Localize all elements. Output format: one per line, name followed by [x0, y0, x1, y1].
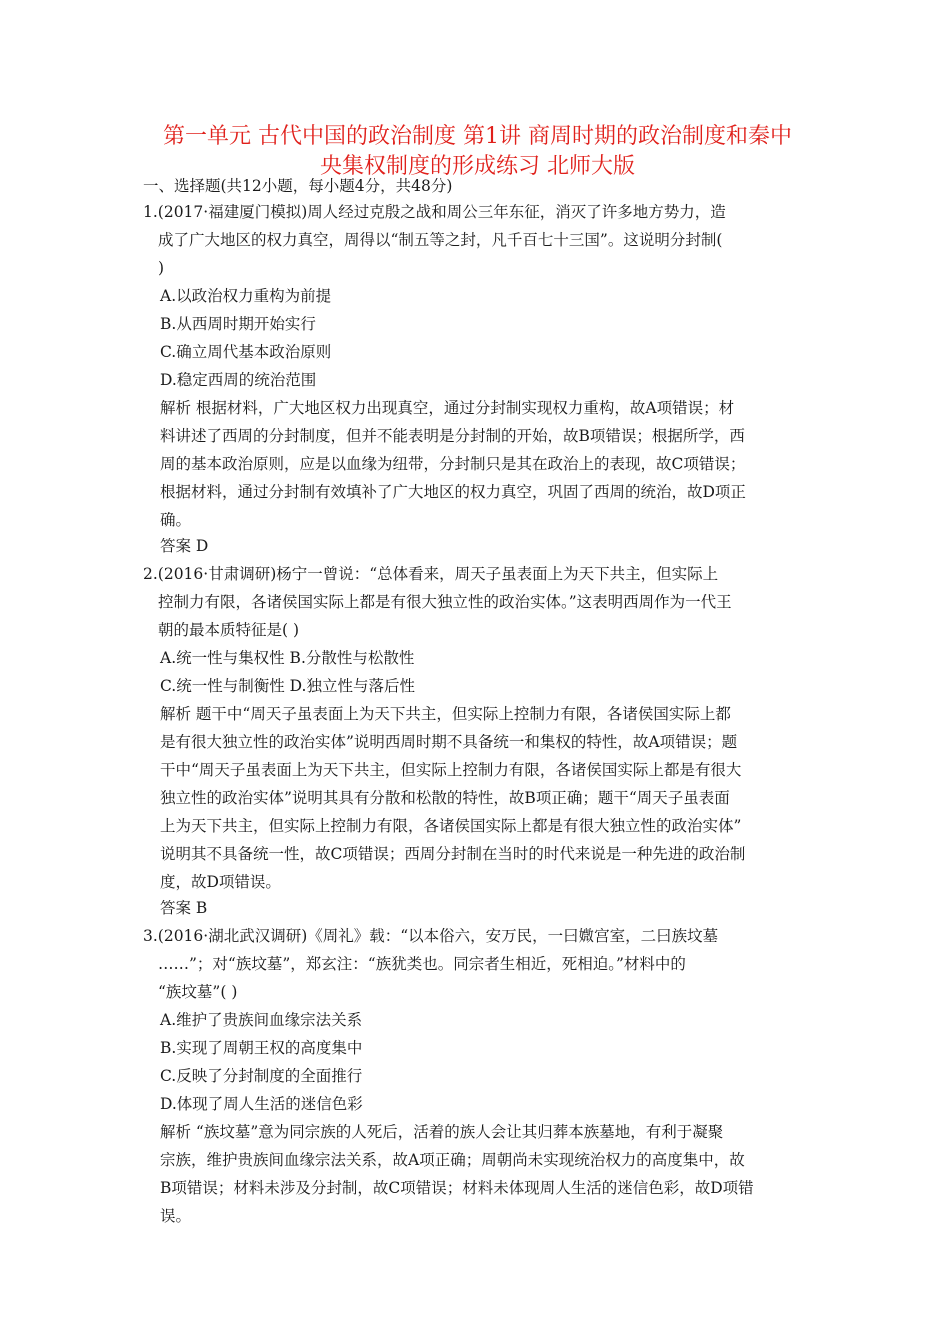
- q2-analysis-line-5: 上为天下共主，但实际上控制力有限，各诸侯国实际上都是有很大独立性的政治实体”: [160, 817, 742, 835]
- q3-option-d: D.体现了周人生活的迷信色彩: [160, 1095, 363, 1113]
- q3-option-b: B.实现了周朝王权的高度集中: [160, 1039, 363, 1057]
- q2-analysis-line-4: 独立性的政治实体”说明其具有分散和松散的特性，故B项正确；题干“周天子虽表面: [160, 789, 730, 807]
- q2-analysis-line-1: 解析 题干中“周天子虽表面上为天下共主，但实际上控制力有限，各诸侯国实际上都: [160, 705, 731, 723]
- q1-stem-line-1: 1.(2017·福建厦门模拟)周人经过克殷之战和周公三年东征，消灭了许多地方势力，造: [143, 203, 726, 221]
- q3-option-c: C.反映了分封制度的全面推行: [160, 1067, 363, 1085]
- q1-option-a: A.以政治权力重构为前提: [160, 287, 332, 305]
- q1-stem-line-2: 成了广大地区的权力真空，周得以“制五等之封，凡千百七十三国”。这说明分封制(: [158, 231, 723, 249]
- q2-analysis-line-6: 说明其不具备统一性，故C项错误；西周分封制在当时的时代来说是一种先进的政治制: [160, 845, 746, 863]
- q2-stem-line-3: 朝的最本质特征是( ): [158, 621, 300, 639]
- q3-stem-line-3: “族坟墓”( ): [158, 983, 238, 1001]
- q1-analysis-line-2: 料讲述了西周的分封制度，但并不能表明是分封制的开始，故B项错误；根据所学，西: [160, 427, 745, 445]
- q3-analysis-line-3: B项错误；材料未涉及分封制，故C项错误；材料未体现周人生活的迷信色彩，故D项错: [160, 1179, 754, 1197]
- q2-options-ab: A.统一性与集权性 B.分散性与松散性: [160, 649, 415, 667]
- q2-analysis-line-3: 干中“周天子虽表面上为天下共主，但实际上控制力有限，各诸侯国实际上都是有很大: [160, 761, 742, 779]
- q3-stem-line-2: ……”；对“族坟墓”，郑玄注：“族犹类也。同宗者生相近，死相迫。”材料中的: [158, 955, 686, 973]
- q2-answer: 答案 B: [160, 899, 208, 917]
- q1-option-b: B.从西周时期开始实行: [160, 315, 316, 333]
- q2-analysis-line-2: 是有很大独立性的政治实体”说明西周时期不具备统一和集权的特性，故A项错误；题: [160, 733, 738, 751]
- q2-options-cd: C.统一性与制衡性 D.独立性与落后性: [160, 677, 415, 695]
- q1-analysis-line-4: 根据材料，通过分封制有效填补了广大地区的权力真空，巩固了西周的统治，故D项正: [160, 483, 746, 501]
- q1-analysis-line-1: 解析 根据材料，广大地区权力出现真空，通过分封制实现权力重构，故A项错误；材: [160, 399, 735, 417]
- q1-answer: 答案 D: [160, 537, 209, 555]
- q3-analysis-line-2: 宗族，维护贵族间血缘宗法关系，故A项正确；周朝尚未实现统治权力的高度集中，故: [160, 1151, 745, 1169]
- q3-option-a: A.维护了贵族间血缘宗法关系: [160, 1011, 363, 1029]
- q3-stem-line-1: 3.(2016·湖北武汉调研)《周礼》载：“以本俗六，安万民，一曰媺宫室，二曰族坟墓: [143, 927, 719, 945]
- q1-stem-line-3: ): [158, 259, 165, 277]
- q2-stem-line-2: 控制力有限，各诸侯国实际上都是有很大独立性的政治实体。”这表明西周作为一代王: [158, 593, 732, 611]
- document-title: [110, 122, 845, 182]
- q2-analysis-line-7: 度，故D项错误。: [160, 873, 281, 891]
- q1-option-c: C.确立周代基本政治原则: [160, 343, 332, 361]
- q1-analysis-line-3: 周的基本政治原则，应是以血缘为纽带，分封制只是其在政治上的表现，故C项错误；: [160, 455, 746, 473]
- q3-analysis-line-1: 解析 “族坟墓”意为同宗族的人死后，活着的族人会让其归葬本族墓地，有利于凝聚: [160, 1123, 724, 1141]
- q1-option-d: D.稳定西周的统治范围: [160, 371, 317, 389]
- section-heading: 一、选择题(共12小题，每小题4分，共48分): [143, 177, 453, 195]
- title-line-1: 第一单元 古代中国的政治制度 第1讲 商周时期的政治制度和秦中: [163, 124, 792, 149]
- q3-analysis-line-4: 误。: [160, 1207, 192, 1225]
- q2-stem-line-1: 2.(2016·甘肃调研)杨宁一曾说：“总体看来，周天子虽表面上为天下共主，但实际上: [143, 565, 719, 583]
- q1-analysis-line-5: 确。: [160, 511, 192, 529]
- title-line-2: 央集权制度的形成练习 北师大版: [320, 154, 635, 179]
